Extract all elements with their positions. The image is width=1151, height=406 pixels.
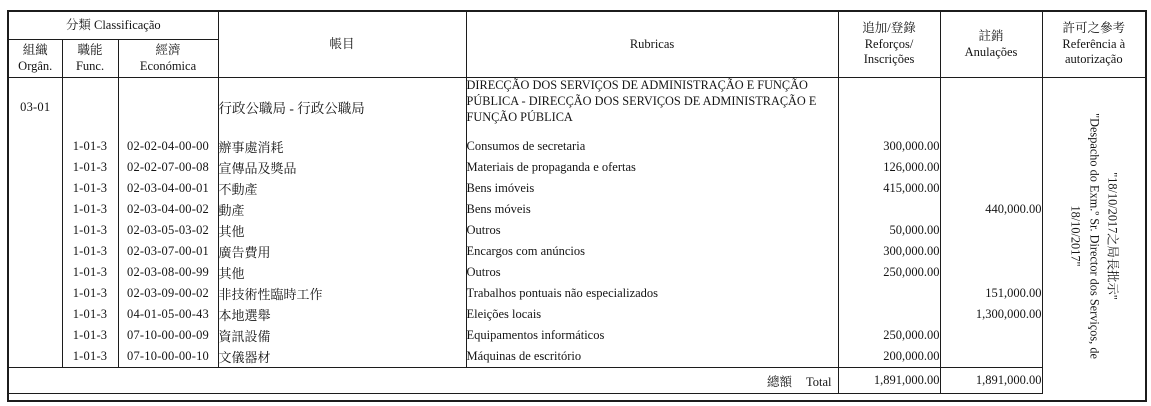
econ-code-cell: 02-03-07-00-01 — [118, 241, 218, 262]
col-header-econ-pt: Económica — [139, 58, 197, 73]
col-header-anulacoes-pt: Anulações — [964, 44, 1018, 59]
bottom-spacer-row — [8, 394, 1146, 402]
col-header-reforcos-zh: 追加/登錄 — [862, 21, 916, 36]
anulacao-amount-cell: 440,000.00 — [940, 199, 1042, 220]
col-header-econ-zh: 經濟 — [155, 42, 181, 57]
rubrica-cell: Máquinas de escritório — [466, 346, 838, 368]
table-row — [8, 241, 1146, 262]
reforco-amount-cell — [838, 199, 940, 220]
account-cell: 非技術性臨時工作 — [218, 283, 466, 304]
col-header-rubricas: Rubricas — [466, 11, 838, 78]
table-row — [8, 220, 1146, 241]
rubrica-cell: Outros — [466, 220, 838, 241]
authorization-rotated-text — [1066, 85, 1121, 387]
func-code-cell: 1-01-3 — [62, 136, 118, 157]
col-header-referencia-zh: 許可之參考 — [1062, 21, 1126, 36]
anulacao-amount-cell — [940, 262, 1042, 283]
col-header-func-zh: 職能 — [77, 42, 103, 57]
col-header-referencia-pt1: Referência à — [1062, 36, 1126, 51]
total-row — [8, 368, 1146, 394]
reforco-amount-cell: 250,000.00 — [838, 325, 940, 346]
authorization-line-zh: "18/10/2017之局長批示" — [1105, 171, 1120, 300]
rubrica-cell: Bens imóveis — [466, 178, 838, 199]
table-row — [8, 283, 1146, 304]
reforco-amount-cell: 300,000.00 — [838, 136, 940, 157]
col-header-econ — [118, 40, 218, 78]
econ-code-cell: 04-01-05-00-43 — [118, 304, 218, 325]
rubrica-cell: Bens móveis — [466, 199, 838, 220]
func-code-cell: 1-01-3 — [62, 220, 118, 241]
account-cell: 廣告費用 — [218, 241, 466, 262]
total-label-cell — [8, 368, 838, 394]
anulacao-amount-cell — [940, 241, 1042, 262]
reforco-amount-cell: 415,000.00 — [838, 178, 940, 199]
bottom-spacer-cell — [8, 394, 1146, 402]
col-header-reforcos-pt1: Reforços/ — [864, 36, 914, 51]
col-header-organ-zh: 組織 — [22, 42, 48, 57]
func-code-cell: 1-01-3 — [62, 262, 118, 283]
table-row — [8, 136, 1146, 157]
account-cell: 不動產 — [218, 178, 466, 199]
anulacao-amount-cell — [940, 136, 1042, 157]
econ-code-cell: 02-02-04-00-00 — [118, 136, 218, 157]
col-header-anulacoes — [940, 11, 1042, 78]
account-cell: 其他 — [218, 262, 466, 283]
func-code-cell — [62, 78, 118, 137]
organ-code-cell — [8, 220, 62, 241]
col-header-organ-pt: Orgân. — [18, 58, 53, 73]
total-label-pt: Total — [806, 374, 832, 389]
reforco-amount-cell — [838, 304, 940, 325]
budget-amendment-table — [7, 10, 1147, 402]
account-cell: 動產 — [218, 199, 466, 220]
reforco-amount-cell: 200,000.00 — [838, 346, 940, 368]
anulacao-amount-cell — [940, 220, 1042, 241]
func-code-cell: 1-01-3 — [62, 241, 118, 262]
total-reforco-cell: 1,891,000.00 — [838, 368, 940, 394]
rubrica-cell: Consumos de secretaria — [466, 136, 838, 157]
anulacao-amount-cell — [940, 346, 1042, 368]
econ-code-cell: 02-03-05-03-02 — [118, 220, 218, 241]
anulacao-amount-cell — [940, 325, 1042, 346]
organ-code-cell — [8, 199, 62, 220]
econ-code-cell — [118, 78, 218, 137]
reforco-amount-cell: 126,000.00 — [838, 157, 940, 178]
anulacao-amount-cell: 151,000.00 — [940, 283, 1042, 304]
department-rubrica-cell: DIRECÇÃO DOS SERVIÇOS DE ADMINISTRAÇÃO E FUNÇÃO PÚBLICA - DIRECÇÃO DOS SERVIÇOS DE ADMINISTRAÇÃO E FUNÇÃO PÚBLICA — [466, 78, 838, 137]
table-row — [8, 178, 1146, 199]
anulacao-amount-cell — [940, 157, 1042, 178]
rubrica-cell: Encargos com anúncios — [466, 241, 838, 262]
table-row — [8, 304, 1146, 325]
econ-code-cell: 02-03-04-00-01 — [118, 178, 218, 199]
reforco-amount-cell — [838, 283, 940, 304]
account-cell: 資訊設備 — [218, 325, 466, 346]
rubrica-cell: Materiais de propaganda e ofertas — [466, 157, 838, 178]
reforco-amount-cell: 50,000.00 — [838, 220, 940, 241]
econ-code-cell: 07-10-00-00-09 — [118, 325, 218, 346]
reforco-amount-cell — [838, 78, 940, 137]
col-header-func-pt: Func. — [75, 58, 105, 73]
func-code-cell: 1-01-3 — [62, 325, 118, 346]
organ-code-cell — [8, 325, 62, 346]
header-row-top — [8, 11, 1146, 40]
col-header-reforcos — [838, 11, 940, 78]
organ-code-cell — [8, 304, 62, 325]
econ-code-cell: 02-03-09-00-02 — [118, 283, 218, 304]
col-header-account: 帳目 — [218, 11, 466, 78]
organ-code-cell — [8, 262, 62, 283]
col-header-anulacoes-zh: 註銷 — [978, 28, 1004, 43]
func-code-cell: 1-01-3 — [62, 304, 118, 325]
econ-code-cell: 07-10-00-00-10 — [118, 346, 218, 368]
col-header-referencia-pt2: autorização — [1064, 52, 1123, 67]
table-row — [8, 346, 1146, 368]
table-row — [8, 325, 1146, 346]
organ-code-cell — [8, 178, 62, 199]
table-row — [8, 199, 1146, 220]
col-header-organ — [8, 40, 62, 78]
rubrica-cell: Outros — [466, 262, 838, 283]
authorization-reference-cell — [1042, 78, 1146, 394]
account-cell: 其他 — [218, 220, 466, 241]
rubrica-cell: Trabalhos pontuais não especializados — [466, 283, 838, 304]
organ-code-cell: 03-01 — [8, 78, 62, 137]
authorization-line-date: 18/10/2017" — [1068, 205, 1083, 267]
table-row — [8, 157, 1146, 178]
anulacao-amount-cell: 1,300,000.00 — [940, 304, 1042, 325]
table-row — [8, 262, 1146, 283]
col-header-referencia — [1042, 11, 1146, 78]
total-anulacao-cell: 1,891,000.00 — [940, 368, 1042, 394]
col-header-func — [62, 40, 118, 78]
col-header-classification: 分類 Classificação — [8, 11, 218, 40]
account-cell: 本地選舉 — [218, 304, 466, 325]
func-code-cell: 1-01-3 — [62, 283, 118, 304]
organ-code-cell — [8, 283, 62, 304]
organ-code-cell — [8, 346, 62, 368]
econ-code-cell: 02-03-04-00-02 — [118, 199, 218, 220]
econ-code-cell: 02-03-08-00-99 — [118, 262, 218, 283]
func-code-cell: 1-01-3 — [62, 346, 118, 368]
anulacao-amount-cell — [940, 178, 1042, 199]
func-code-cell: 1-01-3 — [62, 199, 118, 220]
authorization-line-pt: "Despacho do Exm.º Sr. Director dos Serviços, de — [1087, 112, 1101, 359]
reforco-amount-cell: 250,000.00 — [838, 262, 940, 283]
organ-code-cell — [8, 136, 62, 157]
rubrica-cell: Eleições locais — [466, 304, 838, 325]
account-cell: 文儀器材 — [218, 346, 466, 368]
econ-code-cell: 02-02-07-00-08 — [118, 157, 218, 178]
account-cell: 宣傳品及獎品 — [218, 157, 466, 178]
rubrica-cell: Equipamentos informáticos — [466, 325, 838, 346]
func-code-cell: 1-01-3 — [62, 178, 118, 199]
organ-code-cell — [8, 157, 62, 178]
account-cell: 辦事處消耗 — [218, 136, 466, 157]
department-row — [8, 78, 1146, 137]
func-code-cell: 1-01-3 — [62, 157, 118, 178]
reforco-amount-cell: 300,000.00 — [838, 241, 940, 262]
total-label-zh: 總額 — [767, 374, 793, 389]
organ-code-cell — [8, 241, 62, 262]
department-account-cell: 行政公職局 - 行政公職局 — [218, 78, 466, 137]
col-header-reforcos-pt2: Inscrições — [863, 52, 915, 67]
anulacao-amount-cell — [940, 78, 1042, 137]
